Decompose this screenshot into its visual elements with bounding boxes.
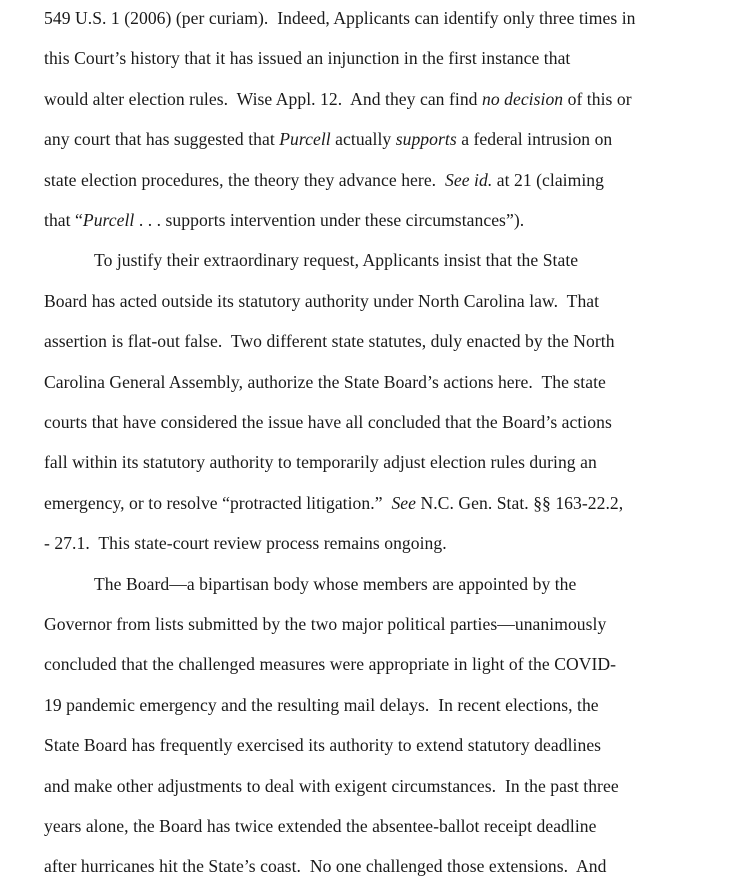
text-line bbox=[44, 209, 744, 231]
text-run: that “ bbox=[44, 210, 83, 230]
text-line bbox=[44, 411, 744, 433]
text-run: of this or bbox=[563, 88, 632, 109]
text-line bbox=[44, 47, 744, 69]
text-line bbox=[94, 573, 744, 595]
italic-run: no decision bbox=[481, 88, 564, 109]
text-line bbox=[44, 330, 744, 352]
italic-run: See id. bbox=[445, 169, 493, 190]
text-run: To justify their extraordinary request, Applicants insist that the State bbox=[94, 250, 579, 271]
text-run: any court that has suggested that bbox=[44, 129, 280, 150]
text-line bbox=[44, 128, 744, 150]
text-line bbox=[44, 290, 744, 312]
text-run: assertion is flat-out false. Two different state statutes, duly enacted by the North bbox=[44, 331, 615, 352]
italic-run: See bbox=[391, 492, 417, 513]
text-run: and make other adjustments to deal with exigent circumstances. In the past three bbox=[44, 775, 619, 796]
text-run: this Court’s history that it has issued an injunction in the first instance that bbox=[44, 48, 571, 69]
text-run: . . . supports intervention under these circumstances”). bbox=[134, 210, 525, 230]
text-line bbox=[44, 88, 744, 110]
text-run: Carolina General Assembly, authorize the State Board’s actions here. The state bbox=[44, 371, 606, 392]
text-run: 549 U.S. 1 (2006) (per curiam). Indeed, Applicants can identify only three times in bbox=[44, 8, 636, 28]
italic-run: Purcell bbox=[82, 210, 135, 230]
text-line bbox=[44, 492, 744, 514]
text-run: at 21 (claiming bbox=[492, 169, 604, 190]
text-run: Board has acted outside its statutory authority under North Carolina law. That bbox=[44, 290, 600, 311]
text-line bbox=[44, 653, 744, 675]
text-line bbox=[44, 371, 744, 393]
text-run: after hurricanes hit the State’s coast. No one challenged those extensions. And bbox=[44, 856, 607, 877]
text-run: The Board—a bipartisan body whose members are appointed by the bbox=[94, 573, 577, 594]
text-run: fall within its statutory authority to temporarily adjust election rules during an bbox=[44, 452, 597, 473]
text-run: emergency, or to resolve “protracted litigation.” bbox=[44, 492, 392, 513]
text-line bbox=[44, 815, 744, 837]
text-run: - 27.1. This state-court review process remains ongoing. bbox=[44, 533, 447, 554]
text-run: courts that have considered the issue have all concluded that the Board’s actions bbox=[44, 412, 612, 432]
italic-run: supports bbox=[395, 129, 457, 150]
text-line bbox=[44, 694, 744, 716]
text-line bbox=[44, 855, 744, 877]
text-line bbox=[94, 249, 744, 271]
text-line bbox=[44, 532, 744, 554]
italic-run: Purcell bbox=[279, 129, 331, 150]
text-run: state election procedures, the theory they advance here. bbox=[44, 169, 446, 190]
text-line bbox=[44, 734, 744, 756]
text-run: actually bbox=[330, 129, 396, 150]
text-run: a federal intrusion on bbox=[456, 129, 613, 150]
text-line bbox=[44, 7, 744, 29]
text-line bbox=[44, 451, 744, 473]
text-line bbox=[44, 169, 744, 191]
text-line bbox=[44, 613, 744, 635]
text-run: N.C. Gen. Stat. §§ 163-22.2, bbox=[416, 492, 624, 513]
text-line bbox=[44, 775, 744, 797]
text-run: concluded that the challenged measures were appropriate in light of the COVID- bbox=[44, 654, 617, 675]
text-run: State Board has frequently exercised its authority to extend statutory deadlines bbox=[44, 735, 602, 756]
text-run: years alone, the Board has twice extended the absentee-ballot receipt deadline bbox=[44, 816, 597, 836]
text-run: Governor from lists submitted by the two major political parties—unanimously bbox=[44, 614, 607, 634]
text-run: 19 pandemic emergency and the resulting mail delays. In recent elections, the bbox=[44, 694, 599, 715]
text-run: would alter election rules. Wise Appl. 12. And they can find bbox=[44, 88, 482, 109]
